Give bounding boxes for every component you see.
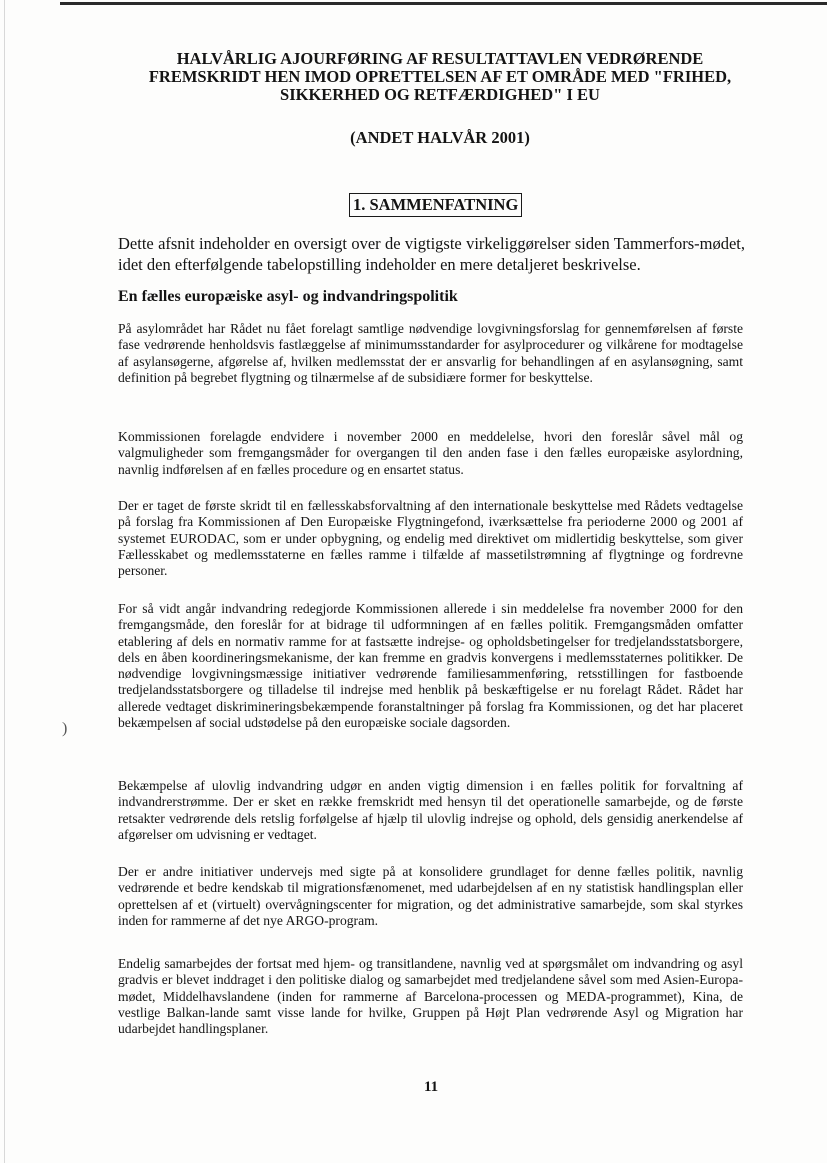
top-border-rule xyxy=(60,2,827,5)
title-line-3: SIKKERHED OG RETFÆRDIGHED" I EU xyxy=(280,85,600,104)
subheading-asylum-policy: En fælles europæiske asyl- og indvandringspolitik xyxy=(118,288,458,305)
margin-mark: ) xyxy=(62,720,68,737)
title-line-2: FREMSKRIDT HEN IMOD OPRETTELSEN AF ET OMRÅDE MED "FRIHED, xyxy=(148,67,732,86)
paragraph-cooperation-countries: Endelig samarbejdes der fortsat med hjem- og transitlandene, navnlig ved at spørgsmålet om indvandring og asyl gradvis er blevet inddraget i den politiske dialog og samarbejdet med tredjelandene såvel som med Asien-Europa-mødet, Middelhavslandene (inden for rammerne af Barcelona-processen og MEDA-programmet), Kina, de vestlige Balkan-lande samt visse lande for hvilke, Gruppen på Højt Plan vedrørende Asyl og Migration har udarbejdet handlingsplaner. xyxy=(118,956,743,1037)
scan-edge-line xyxy=(4,0,5,1163)
page-number: 11 xyxy=(424,1079,439,1095)
intro-paragraph: Dette afsnit indeholder en oversigt over de vigtigste virkeliggørelser siden Tammerfors-mødet, idet den efterfølgende tabelopstilling indeholder en mere detaljeret beskrivelse. xyxy=(118,234,745,274)
paragraph-commission-november: Kommissionen forelagde endvidere i november 2000 en meddelelse, hvori den foreslår såvel mål og valgmuligheder som fremgangsmåder for overgangen til den anden fase i den fælles europæiske asylordning, navnlig indførelsen af en fælles procedure og en ensartet status. xyxy=(118,429,743,477)
paragraph-community-management: Der er taget de første skridt til en fællesskabsforvaltning af den internationale beskyttelse med Rådets vedtagelse på forslag fra Kommissionen af Den Europæiske Flygtningefond, iværksættelse fra perioderne 2000 og 2001 af systemet EURODAC, som er under opbygning, og endelig med direktivet om midlertidig beskyttelse, som giver Fællesskabet og medlemsstaterne en fælles ramme i tilfælde af massetilstrømning af flygtninge og fordrevne personer. xyxy=(118,498,743,579)
document-subtitle: (ANDET HALVÅR 2001) xyxy=(350,128,530,147)
paragraph-other-initiatives: Der er andre initiativer undervejs med sigte på at konsolidere grundlaget for denne fælles politik, navnlig vedrørende et bedre kendskab til migrationsfænomenet, med udarbejdelsen af en ny statistisk handlingsplan eller oprettelsen af et (virtuelt) overvågningscenter for migration, og det administrative samarbejde, som skal styrkes inden for rammerne af det nye ARGO-program. xyxy=(118,864,743,928)
section-heading-box: 1. SAMMENFATNING xyxy=(349,193,522,217)
title-line-1: HALVÅRLIG AJOURFØRING AF RESULTATTAVLEN VEDRØRENDE xyxy=(176,49,704,68)
paragraph-asylum-area: På asylområdet har Rådet nu fået forelagt samtlige nødvendige lovgivningsforslag for gennemførelsen af første fase vedrørende henholdsvis fastlæggelse af minimumsstandarder for asylprocedurer og vilkårene for modtagelse af asylansøgerne, afgørelse af, hvilken medlemsstat der er ansvarlig for behandlingen af en asylansøgning, samt definition på begrebet flygtning og tilnærmelse af de subsidiære former for beskyttelse. xyxy=(118,321,743,385)
paragraph-immigration: For så vidt angår indvandring redegjorde Kommissionen allerede i sin meddelelse fra november 2000 for den fremgangsmåde, den foreslår for at bidrage til udformningen af en fælles politik. Fremgangsmåden omfatter etablering af dels en normativ ramme for at fastsætte indrejse- og opholdsbetingelser for tredjelandsstatsborgere, dels en åben koordineringsmekanisme, der kan fremme en gradvis konvergens i medlemsstaternes politikker. De nødvendige lovgivningsmæssige initiativer vedrørende familiesammenføring, retsstillingen for fastboende tredjelandsstatsborgere og tilladelse til indrejse med henblik på beskæftigelse er nu forelagt Rådet. Rådet har allerede vedtaget diskrimineringsbekæmpende foranstaltninger på forslag fra Kommissionen, og det har placeret bekæmpelsen af social udstødelse på den europæiske sociale dagsorden. xyxy=(118,601,743,731)
document-title xyxy=(110,50,770,104)
paragraph-illegal-immigration: Bekæmpelse af ulovlig indvandring udgør en anden vigtig dimension i en fælles politik for forvaltning af indvandrerstrømme. Der er sket en række fremskridt med hensyn til det operationelle samarbejde, og de første retsakter vedrørende dels retslig forfølgelse af hjælp til ulovlig indrejse og ophold, dels gensidig anerkendelse af afgørelser om udvisning er vedtaget. xyxy=(118,778,743,842)
